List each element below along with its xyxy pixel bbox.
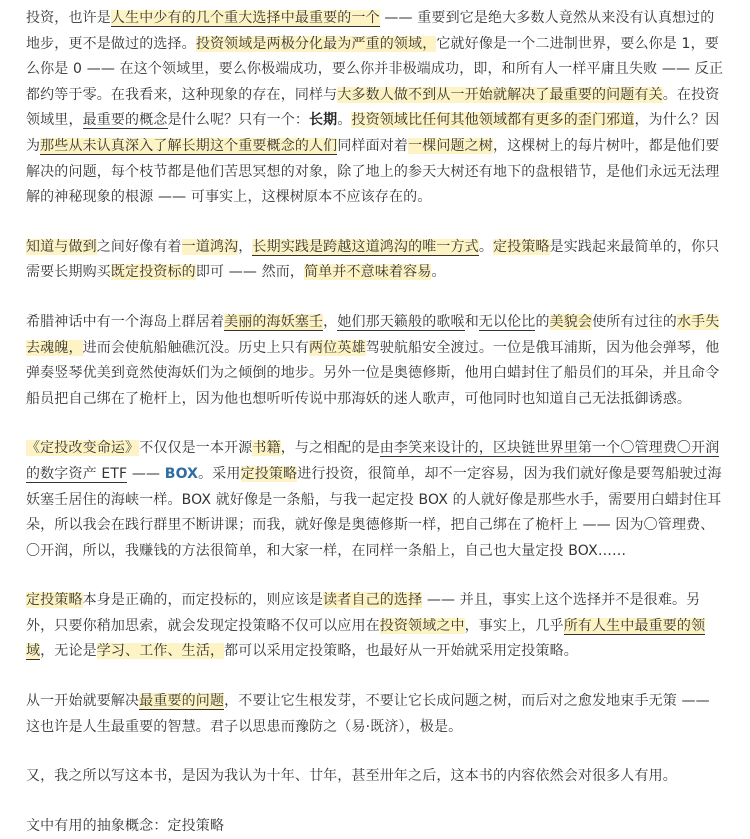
text-run: ，无论是 xyxy=(40,643,97,660)
highlighted-text: 一道鸿沟 xyxy=(181,238,239,255)
highlighted-text: 知道与做到 xyxy=(26,238,97,255)
highlighted-text: 学习、工作、生活， xyxy=(96,643,225,660)
highlighted-text: 那些从未认真深入了解长期这个重要概念的人们 xyxy=(40,137,338,154)
text-run: 都可以采用定投策略，也最好从一开始就采用定投策略。 xyxy=(224,643,578,660)
underlined-text: 她们那天籁般的歌喉 xyxy=(337,313,465,330)
highlighted-text: 两位英雄 xyxy=(309,339,366,356)
text-run: 本身是正确的，而定投标的，则应该是 xyxy=(82,592,324,609)
highlighted-text: 定投策略 xyxy=(492,238,550,255)
text-run: 是什么呢？只有一个： xyxy=(167,112,310,129)
text-run: 投资，也许是 xyxy=(26,10,111,26)
text-run: 。 xyxy=(337,112,352,129)
text-run: 从一开始就要解决 xyxy=(26,693,140,710)
highlighted-text: 定投策略 xyxy=(240,465,298,482)
highlighted-text: 最重要的问题 xyxy=(139,693,225,710)
text-run: —— xyxy=(127,465,165,482)
paragraph-3 xyxy=(26,310,728,412)
text-run: —— 并且，事实上这个选择并不是很难。另外，只要你稍加思索，就会发现定投策略不仅可以应用在 xyxy=(26,592,701,634)
paragraph-6 xyxy=(26,689,728,740)
highlighted-text: 长期实践是跨越这道鸿沟的唯一方式 xyxy=(252,238,479,255)
highlighted-text: 既定投资标的 xyxy=(110,264,196,281)
text-run: ，与之相配的是 xyxy=(280,440,380,457)
highlighted-text: 投资领域是两极分化最为严重的领域， xyxy=(195,35,437,52)
text-run: 是实践起来最简单的，你只需要长期购买 xyxy=(26,238,720,281)
paragraph-2 xyxy=(26,235,728,286)
highlighted-text: 人生中少有的几个重大选择中最重要的一个 xyxy=(110,10,380,26)
text-run: 。 xyxy=(431,264,446,281)
text-run: ， xyxy=(323,313,338,330)
text-run: 使所有过往的 xyxy=(592,313,677,330)
highlighted-text: 书籍 xyxy=(252,440,281,457)
text-run: 和 xyxy=(464,313,479,330)
bold-text: 长期 xyxy=(309,112,338,129)
paragraph-7 xyxy=(26,764,728,790)
paragraph-5 xyxy=(26,588,728,665)
text-run: 进行投资，很简单，却不一定容易，因为我们就好像是要驾船驶过海妖塞壬居住的海峡一样。BOX 就好像是一条船，与我一起定投 BOX 的人就好像是那些水手，需要用白蜡封住耳朵，所以我会在践行群里不断讲课；而我，就好像是奥德修斯一样，把自己绑在了桅杆上 —— 因为〇管理费、〇开润，所以，我赚钱的方法很简单，和大家一样，在同样一条船上，自己也大量定投 BOX…… xyxy=(26,465,722,559)
text-run: 驾驶航船安全渡过。一位是俄耳浦斯，因为他会弹琴，他弹奏竖琴优美到竟然使海妖们为之倾倒的地步。另外一位是奥德修斯，他用白蜡封住了船员们的耳朵，并且命令船员把自己绑在了桅杆上，因为他也想听听传说中那海妖的迷人歌声，可他同时也知道自己无法抵御诱惑。 xyxy=(26,339,720,407)
highlighted-text: 投资领域比任何其他领域都有更多的歪门邪道 xyxy=(351,112,635,129)
text-run: ，事实上，几乎 xyxy=(464,617,564,634)
underlined-text: 由李笑来设计的，区块链世界里第一个〇管理费〇开润的数字资产 ETF xyxy=(26,440,720,482)
text-run: ， xyxy=(238,238,253,255)
text-run: 。 xyxy=(478,238,493,255)
text-run: —— 重要到它是绝大多数人竟然从来没有认真想过的地步，更不是做过的选择。 xyxy=(26,10,715,52)
paragraph-1 xyxy=(26,6,728,211)
text-run: 文中有用的抽象概念：定投策略 xyxy=(26,817,225,834)
text-run: 之间好像有着 xyxy=(96,238,182,255)
text-run: 进而会使航船触礁沉没。历史上只有 xyxy=(82,339,310,356)
paragraph-8 xyxy=(26,814,728,839)
text-run: 希腊神话中有一个海岛上群居着 xyxy=(26,313,225,330)
highlighted-text: 定投策略 xyxy=(26,592,83,609)
underlined-text: 最重要的概念 xyxy=(82,112,168,129)
box-link[interactable]: BOX xyxy=(164,465,199,482)
text-run: 又，我之所以写这本书，是因为我认为十年、廿年，甚至卅年之后，这本书的内容依然会对很多人有用。 xyxy=(26,768,677,785)
highlighted-text: 大多数人做不到从一开始就解决了最重要的问题有关 xyxy=(337,86,663,103)
text-run: 。在投资领域里， xyxy=(26,86,720,129)
text-run: ，为什么？因为 xyxy=(26,112,720,154)
highlighted-text: 读者自己的选择 xyxy=(323,592,423,609)
highlighted-text: 投资领域之中 xyxy=(379,617,465,634)
text-run: 同样面对着 xyxy=(337,137,409,154)
highlighted-text: 所有人生中最重要的领域 xyxy=(26,617,706,660)
highlighted-text: 《定投改变命运》 xyxy=(26,440,140,457)
text-run: ，这棵树上的每片树叶，都是他们要解决的问题，每个枝节都是他们苦思冥想的对象，除了地上的参天大树还有地下的盘根错节，是他们永远无法理解的神秘现象的根源 —— 可事实上，这棵树原本不应该存在的。 xyxy=(26,137,720,206)
text-run: 即可 —— 然而， xyxy=(195,264,305,281)
text-run: 的 xyxy=(535,313,550,330)
paragraph-4 xyxy=(26,436,728,564)
highlighted-text: 一棵问题之树 xyxy=(408,137,493,154)
text-run: 不仅仅是一本开源 xyxy=(139,440,253,457)
highlighted-text: 美貌会 xyxy=(549,313,593,330)
text-run: 。采用 xyxy=(198,465,241,482)
highlighted-text: 简单并不意味着容易 xyxy=(304,264,432,281)
text-run: 它就好像是一个二进制世界，要么你是 1，要么你是 0 —— 在这个领域里，要么你极端成功，要么你并非极端成功，即，和所有人一样平庸且失败 —— 反正都约等于零。在我看来，这种现象的存在，同样与 xyxy=(26,35,724,103)
underlined-text: 无以伦比 xyxy=(478,313,536,330)
highlighted-text: 美丽的海妖塞壬 xyxy=(224,313,324,330)
text-run: ，不要让它生根发芽，不要让它长成问题之树，而后对之愈发地束手无策 —— 这也许是人生最重要的智慧。君子以思患而豫防之（易·既济），极是。 xyxy=(26,693,710,735)
highlighted-text: 水手失去魂魄， xyxy=(26,313,720,356)
